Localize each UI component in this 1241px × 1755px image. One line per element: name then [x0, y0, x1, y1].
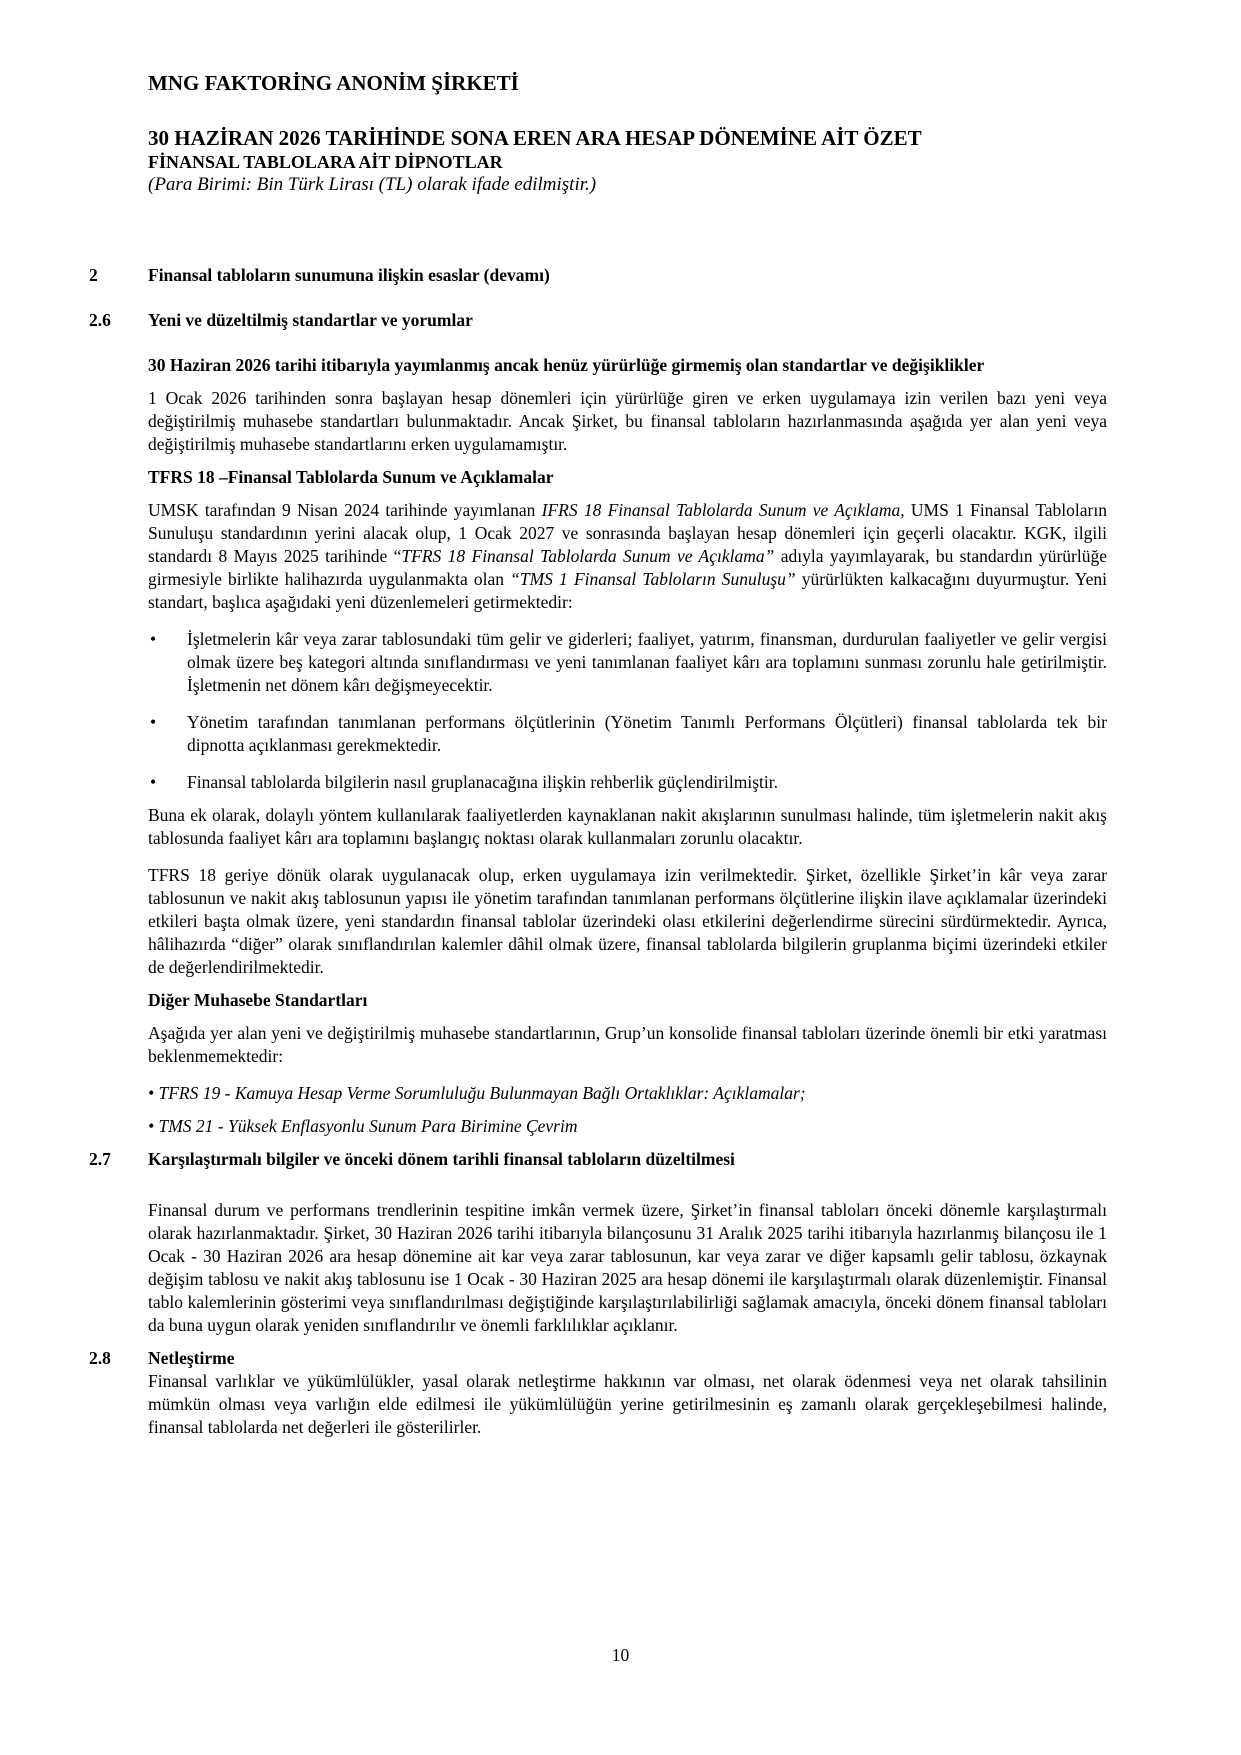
standards-subheading: 30 Haziran 2026 tarihi itibarıyla yayımlanmış ancak henüz yürürlüğe girmemiş olan standartlar ve değişiklikler: [148, 355, 985, 375]
other-standard-item: • TFRS 19 - Kamuya Hesap Verme Sorumluluğu Bulunmayan Bağlı Ortaklıklar: Açıklamalar;: [148, 1083, 806, 1103]
section-number: 2.7: [89, 1149, 111, 1169]
tfrs18-bullet-list: [0, 628, 1241, 794]
tfrs18-text-1: UMSK tarafından 9 Nisan 2024 tarihinde yayımlanan: [148, 500, 542, 520]
tfrs18-heading: TFRS 18 –Finansal Tablolarda Sunum ve Açıklamalar: [148, 467, 554, 487]
bullet-icon: •: [150, 772, 157, 792]
offsetting-paragraph: Finansal varlıklar ve yükümlülükler, yasal olarak netleştirme hakkının var olması, net olarak ödenmesi veya net olarak tahsilinin mümkün olması veya varlığın elde edilmesi ile yükümlülüğün yerine getirilmesinin eş zamanlı olarak gerçekleşebilmesi halinde, finansal tablolarda net değerleri ile gösterilirler.: [148, 1371, 1107, 1437]
section-number: 2.6: [89, 310, 111, 330]
other-standard-item: • TMS 21 - Yüksek Enflasyonlu Sunum Para Birimine Çevrim: [148, 1116, 578, 1136]
report-title: 30 HAZİRAN 2026 TARİHİNDE SONA EREN ARA HESAP DÖNEMİNE AİT ÖZET: [148, 126, 922, 150]
list-item: [150, 711, 1107, 757]
company-name: MNG FAKTORİNG ANONİM ŞİRKETİ: [148, 71, 519, 95]
tfrs18-paragraph: [148, 499, 1107, 614]
section-title: Karşılaştırmalı bilgiler ve önceki dönem tarihli finansal tabloların düzeltilmesi: [148, 1149, 735, 1169]
list-item: [150, 628, 1107, 697]
section-2-8-heading: [0, 1347, 1241, 1370]
other-standards-heading: Diğer Muhasebe Standartları: [148, 990, 368, 1010]
document-header: [148, 70, 1108, 197]
section-title: Finansal tabloların sunumuna ilişkin esaslar (devamı): [148, 265, 550, 285]
section-number: 2: [89, 265, 98, 285]
section-number: 2.8: [89, 1348, 111, 1368]
section-2-6-heading: [0, 309, 1241, 332]
section-2-heading: [0, 264, 1241, 287]
tfrs18-text-3: adıyla yayımlayarak, bu standardın yürürlüğe girmesiyle birlikte halihazırda uygulanmakta olan: [148, 546, 1107, 589]
tfrs18-impact-paragraph: TFRS 18 geriye dönük olarak uygulanacak olup, erken uygulamaya izin verilmektedir. Şirket, özellikle Şirket’in kâr veya zarar tablosunun ve nakit akış tablosunun yapısı ile yönetim tarafından tanımlanan performans ölçütlerine ilişkin ilave açıklamalar üzerindeki etkileri başta olmak üzere, yeni standardın finansal tablolar üzerindeki olası etkilerini değerlendirme sürecini sürdürmektedir. Ayrıca, hâlihazırda “diğer” olarak sınıflandırılan kalemler dâhil olmak üzere, finansal tablolarda bilgilerin gruplanma biçimi üzerindeki etkiler de değerlendirilmektedir.: [148, 865, 1107, 977]
section-title: Yeni ve düzeltilmiş standartlar ve yorumlar: [148, 310, 473, 330]
tfrs18-text-4: yürürlükten kalkacağını duyurmuştur. Yeni standart, başlıca aşağıdaki yeni düzenlemeleri getirmektedir:: [148, 569, 1107, 612]
bullet-icon: •: [150, 629, 157, 649]
page-number: 10: [611, 1645, 630, 1665]
comparative-info-paragraph: Finansal durum ve performans trendlerinin tespitine imkân vermek üzere, Şirket’in finansal tabloları önceki dönemle karşılaştırmalı olarak hazırlanmaktadır. Şirket, 30 Haziran 2026 tarihi itibarıyla bilançosunu 31 Aralık 2025 tarihi itibarıyla hazırlanmış bilançosu ile 1 Ocak - 30 Haziran 2026 ara hesap dönemine ait kar veya zarar tablosunun, kar veya zarar ve diğer kapsamlı gelir tablosu, özkaynak değişim tablosu ve nakit akış tablosunu ise 1 Ocak - 30 Haziran 2025 ara hesap dönemi ile karşılaştırmalı olarak düzenlemiştir. Finansal tablo kalemlerinin gösterimi veya sınıflandırılması değiştiğinde karşılaştırılabilirliği sağlamak amacıyla, önceki dönem finansal tabloları da buna uygun olarak yeniden sınıflandırılır ve önemli farklılıklar açıklanır.: [148, 1200, 1107, 1335]
cash-flow-paragraph: Buna ek olarak, dolaylı yöntem kullanılarak faaliyetlerden kaynaklanan nakit akışlarının sunulması halinde, tüm işletmelerin nakit akış tablosunda faaliyet kârı ara toplamını başlangıç noktası olarak kullanmaları zorunlu olacaktır.: [148, 805, 1107, 848]
other-standards-intro: Aşağıda yer alan yeni ve değiştirilmiş muhasebe standartlarının, Grup’un konsolide finansal tabloları üzerinde önemli bir etki yaratması beklenmemektedir:: [148, 1023, 1107, 1066]
section-2-7-heading: [0, 1148, 1241, 1171]
report-subtitle: FİNANSAL TABLOLARA AİT DİPNOTLAR: [148, 152, 503, 172]
bullet-icon: •: [150, 712, 157, 732]
list-item-text: İşletmelerin kâr veya zarar tablosundaki tüm gelir ve giderleri; faaliyet, yatırım, finansman, durdurulan faaliyetler ve gelir vergisi olmak üzere beş kategori altında sınıflandırması ve yeni tanımlanan faaliyet kârı ara toplamını sunması zorunlu hale getirilmiştir. İşletmenin net dönem kârı değişmeyecektir.: [187, 629, 1107, 695]
standards-intro-paragraph: 1 Ocak 2026 tarihinden sonra başlayan hesap dönemleri için yürürlüğe giren ve erken uygulamaya izin verilen bazı yeni veya değiştirilmiş muhasebe standartları bulunmaktadır. Ancak Şirket, bu finansal tabloların hazırlanmasında aşağıda yer alan yeni veya değiştirilmiş muhasebe standartlarını erken uygulamamıştır.: [148, 388, 1107, 454]
list-item-text: Finansal tablolarda bilgilerin nasıl gruplanacağına ilişkin rehberlik güçlendirilmiştir.: [187, 772, 778, 792]
list-item-text: Yönetim tarafından tanımlanan performans ölçütlerinin (Yönetim Tanımlı Performans Ölçütleri) finansal tablolarda tek bir dipnotta açıklanması gerekmektedir.: [187, 712, 1107, 755]
list-item: [150, 771, 1107, 794]
tfrs18-text-2: UMS 1 Finansal Tabloların Sunuluşu standardının yerini alacak olup, 1 Ocak 2027 ve sonrasında başlayan hesap dönemleri için geçerli olacaktır. KGK, ilgili standardı 8 Mayıs 2025 tarihinde “: [148, 500, 1107, 566]
section-title: Netleştirme: [148, 1348, 235, 1368]
tfrs18-italic-1: IFRS 18 Finansal Tablolarda Sunum ve Açıklama,: [541, 500, 905, 520]
document-body: [0, 264, 1241, 1439]
tfrs18-italic-2: TFRS 18 Finansal Tablolarda Sunum ve Açıklama”: [401, 546, 775, 566]
tfrs18-italic-3: “TMS 1 Finansal Tabloların Sunuluşu”: [510, 569, 796, 589]
currency-note: (Para Birimi: Bin Türk Lirası (TL) olarak ifade edilmiştir.): [148, 174, 597, 195]
